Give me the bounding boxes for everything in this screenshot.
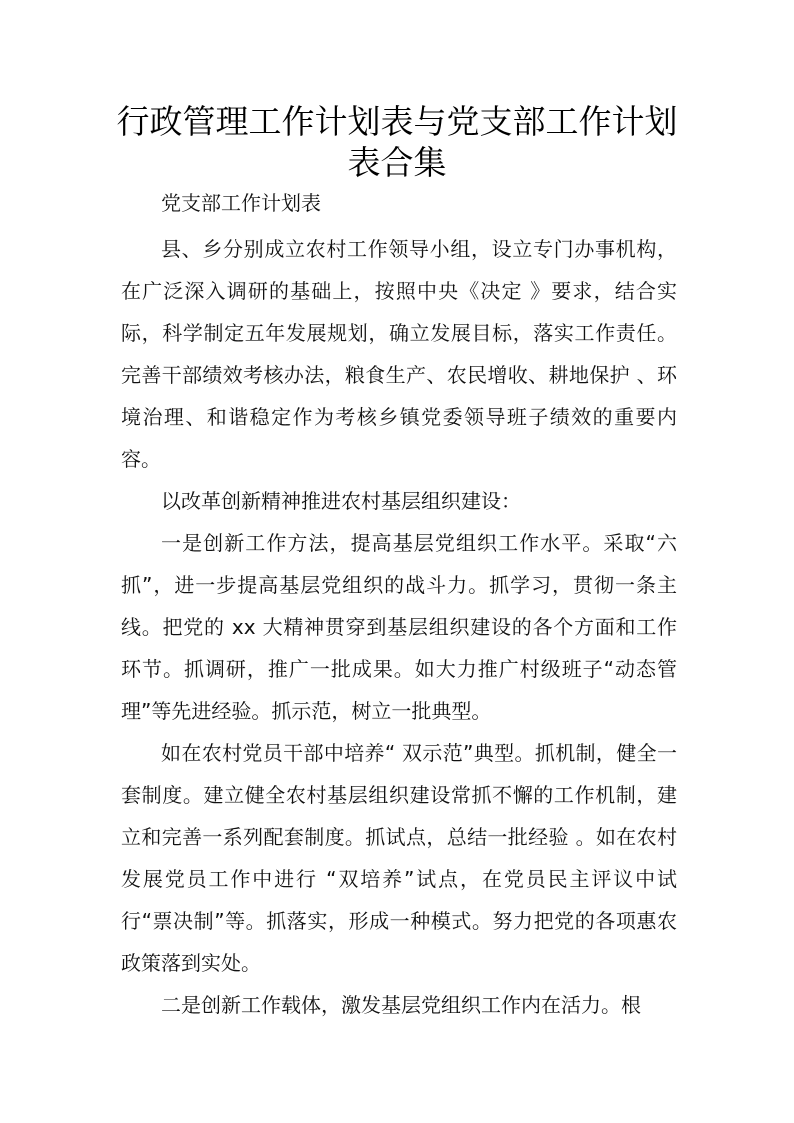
document-body	[121, 182, 677, 1026]
document-title-line-1: 行政管理工作计划表与党支部工作计划	[116, 102, 678, 141]
paragraph: 二是创新工作载体，激发基层党组织工作内在活力。根	[161, 993, 641, 1017]
document-title-line-2: 表合集	[347, 143, 447, 182]
paragraph: 如在农村党员干部中培养“ 双示范”典型。抓机制，健全一套制度。建立健全农村基层组织建设常抓不懈的工作机制，建立和完善一系列配套制度。抓试点，总结一批经验 。如在农村发展党员工作中进行 “双培养”试点，在党员民主评议中试行“票决制”等。抓落实，形成一种模式。努力把党的各项惠农政策落到实处。	[121, 741, 677, 975]
section-heading: 党支部工作计划表	[161, 191, 321, 215]
paragraph: 以改革创新精神推进农村基层组织建设：	[161, 489, 521, 513]
paragraph: 一是创新工作方法，提高基层党组织工作水平。采取“六抓”，进一步提高基层党组织的战斗力。抓学习，贯彻一条主线。把党的 xx 大精神贯穿到基层组织建设的各个方面和工作环节。抓调研，推广一批成果。如大力推广村级班子“动态管理”等先进经验。抓示范，树立一批典型。	[121, 531, 677, 723]
paragraph: 县、乡分别成立农村工作领导小组，设立专门办事机构，在广泛深入调研的基础上，按照中央《决定 》要求，结合实际，科学制定五年发展规划，确立发展目标，落实工作责任。完善干部绩效考核办法，粮食生产、农民增收、耕地保护 、环境治理、和谐稳定作为考核乡镇党委领导班子绩效的重要内容。	[121, 237, 677, 471]
